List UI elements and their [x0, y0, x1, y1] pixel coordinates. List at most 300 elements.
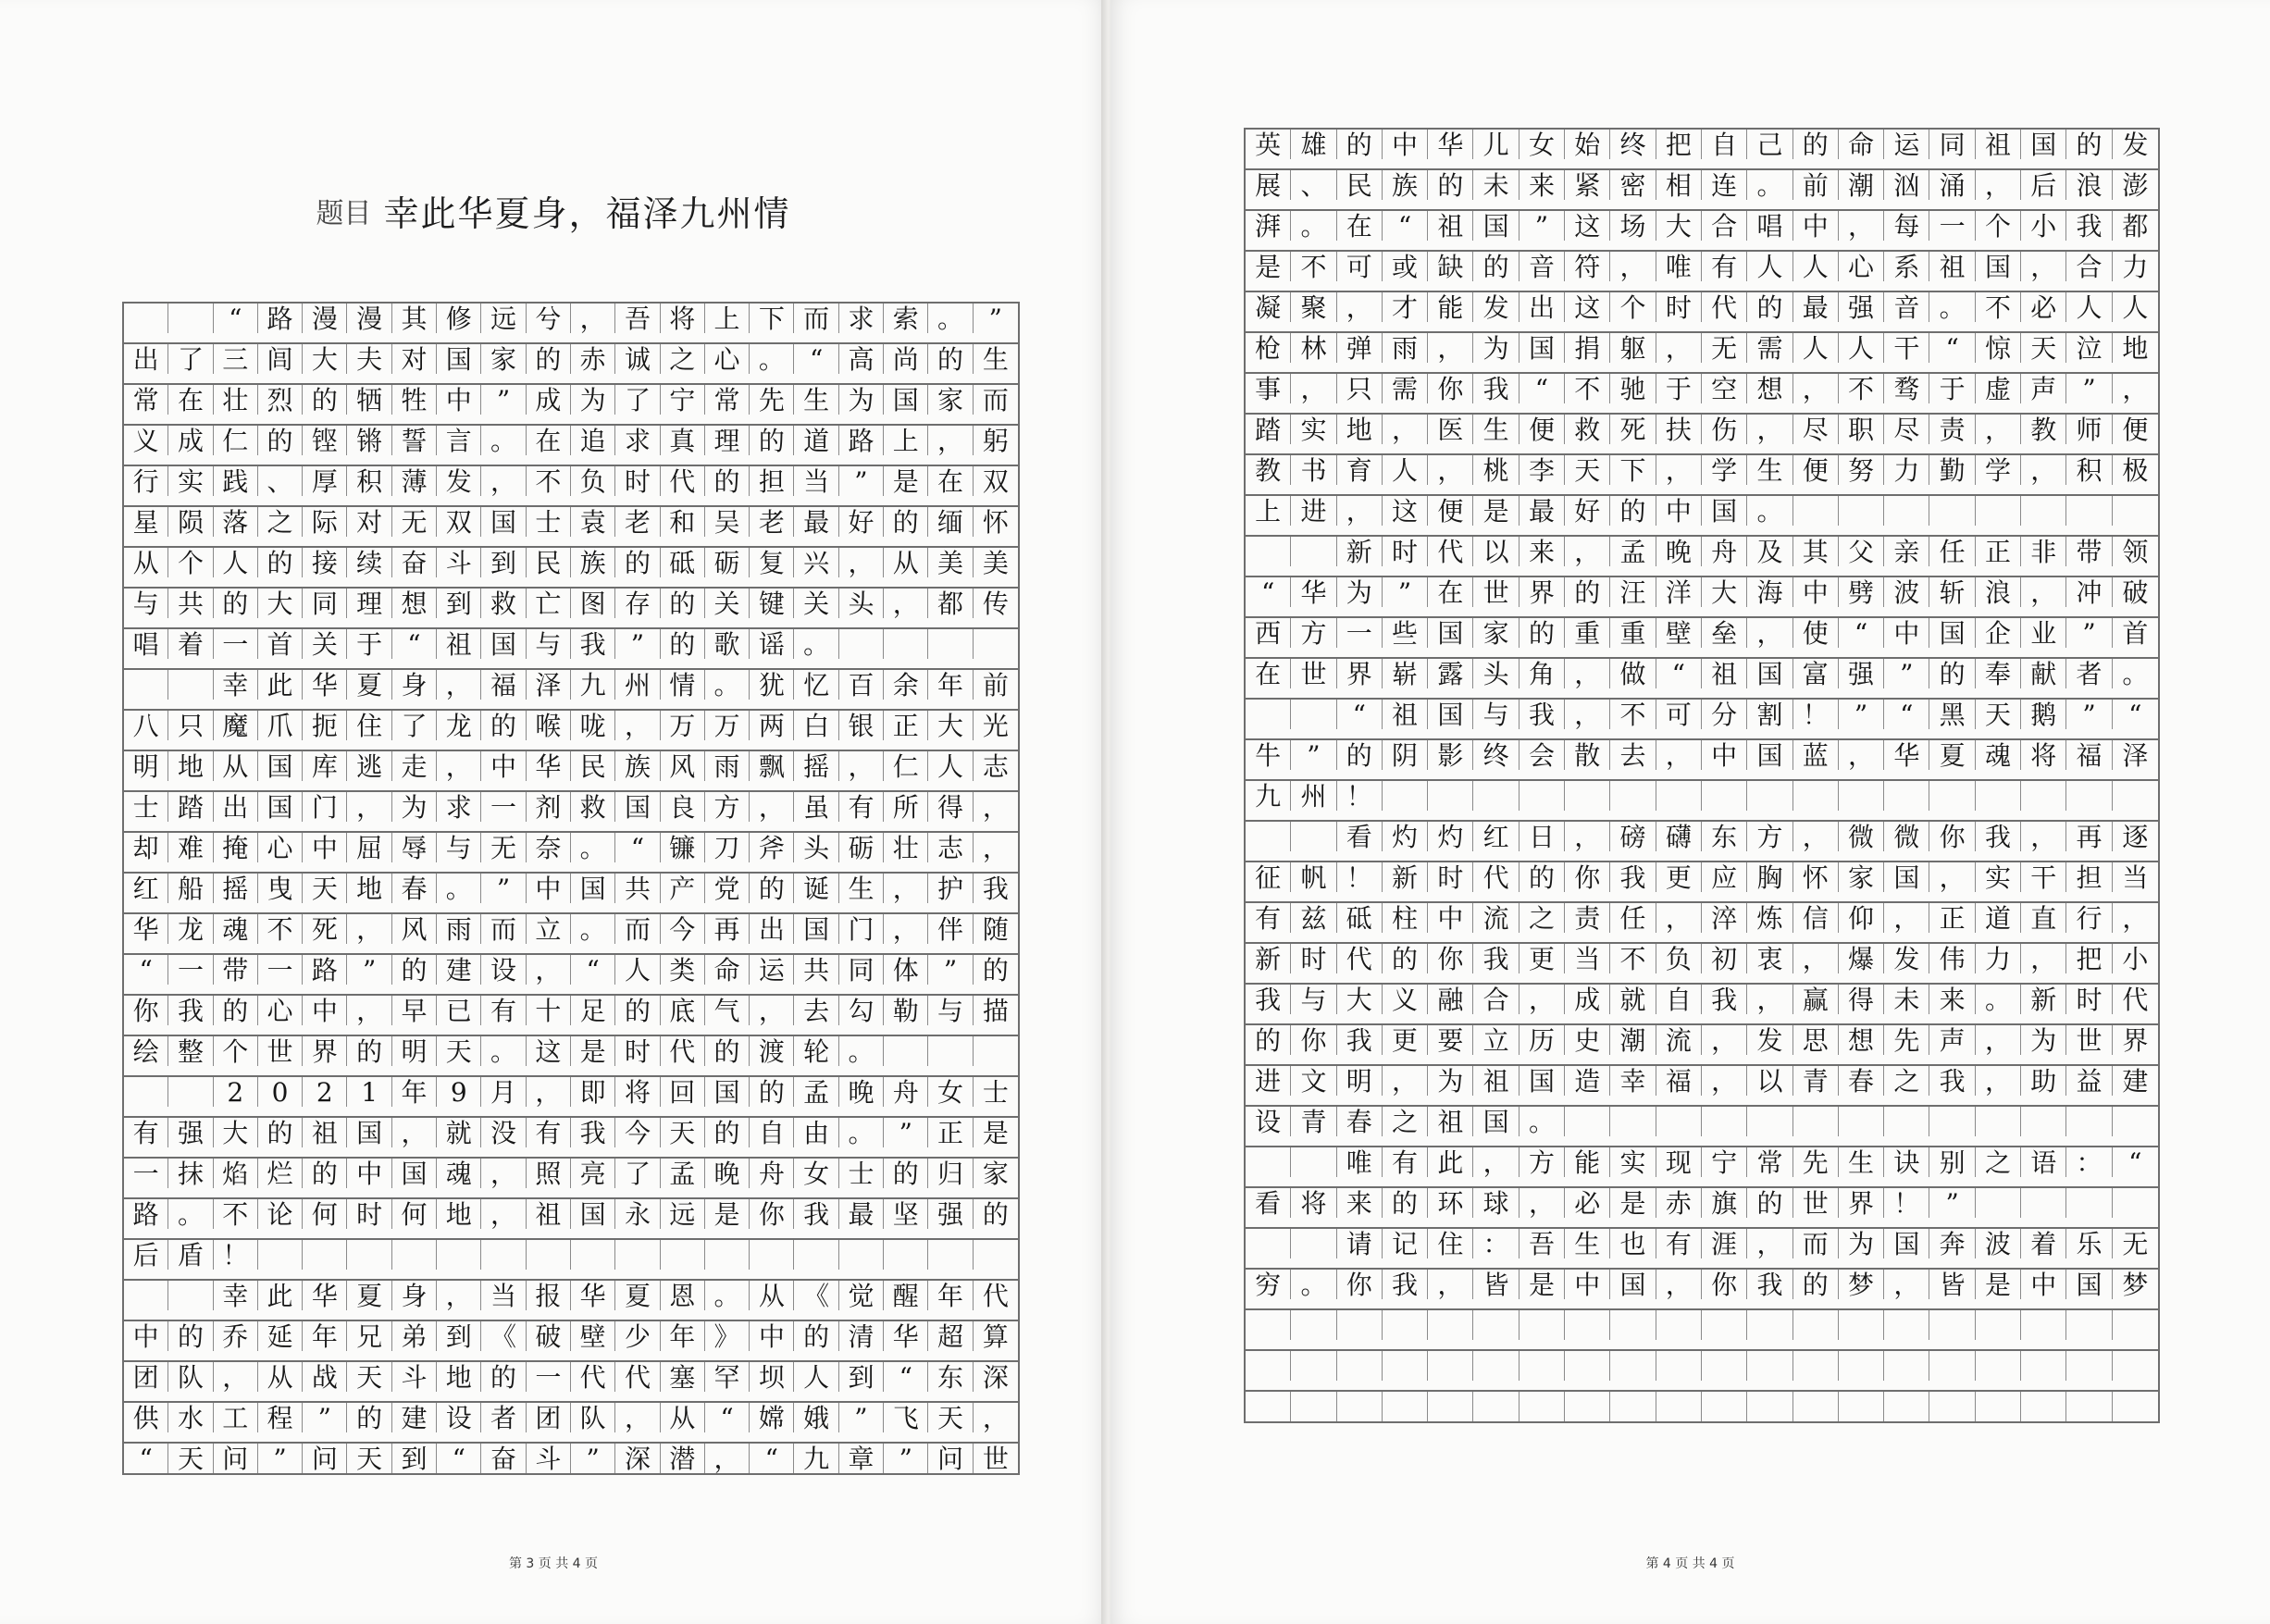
grid-cell: 孟	[794, 1077, 838, 1107]
grid-cell: 的	[481, 1362, 526, 1392]
grid-cell: 乐	[2066, 1229, 2112, 1258]
grid-cell: ，	[1520, 985, 1565, 1014]
grid-cell	[1246, 1310, 1291, 1340]
grid-cell: 同	[839, 955, 884, 985]
grid-cell: 赤	[571, 344, 615, 374]
grid-cell: 十	[527, 996, 571, 1025]
grid-cell: ，	[347, 914, 391, 944]
grid-cell: 女	[794, 1159, 838, 1188]
grid-cell	[884, 629, 928, 659]
grid-cell: 漫	[303, 304, 347, 333]
sheet-bottom-border	[1244, 1421, 2160, 1423]
grid-cell: 不	[1291, 252, 1336, 281]
grid-cell: 何	[392, 1199, 437, 1229]
grid-cell: 再	[2066, 822, 2112, 851]
grid-cell: 立	[1473, 1025, 1519, 1055]
grid-cell: 吴	[705, 507, 750, 537]
grid-cell: 干	[1884, 333, 1929, 363]
grid-cell: 的	[392, 955, 437, 985]
grid-cell: 垒	[1702, 618, 1747, 648]
line-gap	[122, 1025, 1020, 1035]
grid-cell	[1793, 496, 1839, 526]
grid-cell: ”	[1383, 577, 1428, 607]
grid-cell: 白	[794, 711, 838, 740]
grid-cell: 的	[1383, 1188, 1428, 1218]
grid-cell: 砺	[705, 548, 750, 577]
grid-cell: 未	[1473, 170, 1519, 200]
grid-cell: 夏	[1929, 740, 1975, 770]
grid-cell: 天	[303, 874, 347, 903]
grid-cell: 9	[437, 1077, 481, 1107]
grid-cell: 我	[794, 1199, 838, 1229]
grid-cell: 随	[982, 914, 1009, 944]
grid-cell: 湃	[1246, 211, 1291, 241]
grid-cell: ”	[2066, 374, 2112, 403]
grid-cell: ，	[1976, 415, 2021, 444]
grid-cell: 虽	[794, 792, 838, 822]
grid-line	[1244, 128, 2160, 159]
grid-cell: 生	[839, 874, 884, 903]
grid-cell: 上	[1246, 496, 1291, 526]
grid-cell: 命	[705, 955, 750, 985]
grid-cell	[1929, 496, 1975, 526]
grid-cell: 之	[1884, 1066, 1929, 1096]
line-gap	[122, 537, 1020, 546]
grid-cell: 你	[750, 1199, 794, 1229]
grid-cell: 夫	[347, 344, 391, 374]
grid-cell: 砺	[839, 833, 884, 862]
grid-cell: 后	[124, 1240, 168, 1270]
grid-cell: ！	[1884, 1188, 1929, 1218]
grid-cell: 个	[1976, 211, 2021, 241]
grid-cell: 塞	[661, 1362, 705, 1392]
grid-cell: 袁	[571, 507, 615, 537]
grid-cell: 我	[571, 1118, 615, 1147]
grid-cell: 直	[2021, 903, 2066, 933]
grid-cell: 尚	[884, 344, 928, 374]
grid-cell: 积	[347, 466, 391, 496]
grid-cell: 是	[982, 1118, 1009, 1147]
grid-cell: 好	[1565, 496, 1610, 526]
grid-cell: 。	[1520, 1107, 1565, 1136]
grid-cell	[1291, 1351, 1336, 1381]
grid-cell: 人	[615, 955, 660, 985]
grid-cell: 其	[392, 304, 437, 333]
grid-cell: 路	[839, 426, 884, 455]
grid-cell: 团	[527, 1403, 571, 1432]
grid-cell: 成	[168, 426, 213, 455]
grid-cell: 代	[615, 1362, 660, 1392]
grid-cell: 任	[1929, 537, 1975, 566]
grid-cell	[2113, 1351, 2158, 1381]
line-gap	[122, 1066, 1020, 1075]
grid-cell: 你	[1428, 944, 1473, 973]
grid-line	[122, 668, 1020, 700]
grid-cell: 生	[1565, 1229, 1610, 1258]
grid-cell: 的	[982, 1199, 1009, 1229]
grid-cell: 之	[1976, 1147, 2021, 1177]
grid-cell: 桃	[1473, 455, 1519, 485]
grid-cell: ，	[481, 1199, 526, 1229]
grid-cell: “	[750, 1444, 794, 1473]
grid-cell: 头	[839, 589, 884, 618]
grid-cell: 志	[928, 833, 973, 862]
grid-cell: 潮	[1610, 1025, 1656, 1055]
grid-cell: 祖	[303, 1118, 347, 1147]
grid-cell	[1839, 1107, 1884, 1136]
grid-cell: 的	[705, 466, 750, 496]
line-gap	[1244, 1340, 2160, 1349]
grid-cell: ”	[1884, 659, 1929, 688]
grid-cell: 2	[303, 1077, 347, 1107]
grid-cell: 小	[2122, 944, 2149, 973]
grid-cell: 者	[2066, 659, 2112, 688]
line-gap	[1244, 688, 2160, 698]
grid-cell: 照	[527, 1159, 571, 1188]
grid-cell	[1884, 1392, 1929, 1421]
grid-cell: 超	[928, 1321, 973, 1351]
grid-cell	[1428, 1310, 1473, 1340]
grid-cell: 大	[1702, 577, 1747, 607]
grid-cell: 斧	[750, 833, 794, 862]
grid-cell: 黑	[1929, 700, 1975, 729]
grid-cell: 大	[1656, 211, 1702, 241]
grid-cell: 于	[347, 629, 391, 659]
grid-cell: 淬	[1702, 903, 1747, 933]
grid-cell: 救	[571, 792, 615, 822]
grid-cell: 惊	[1976, 333, 2021, 363]
grid-cell: 蓝	[1793, 740, 1839, 770]
grid-cell: 类	[661, 955, 705, 985]
grid-cell: 年	[661, 1321, 705, 1351]
grid-cell: 乔	[214, 1321, 258, 1351]
grid-cell: ，	[1337, 292, 1383, 322]
grid-cell: 。	[1291, 211, 1336, 241]
grid-cell: 中	[437, 385, 481, 415]
grid-cell	[2066, 1188, 2112, 1218]
grid-cell: 。	[839, 1036, 884, 1066]
grid-cell: 头	[1473, 659, 1519, 688]
grid-cell: 早	[392, 996, 437, 1025]
grid-cell: 当	[794, 466, 838, 496]
grid-cell: 大	[1337, 985, 1383, 1014]
grid-cell: 的	[1565, 577, 1610, 607]
grid-cell: 晚	[1656, 537, 1702, 566]
grid-cell: 微	[1839, 822, 1884, 851]
grid-cell: 的	[750, 1077, 794, 1107]
grid-cell	[1976, 781, 2021, 811]
grid-cell: 重	[1565, 618, 1610, 648]
grid-cell: 奉	[1976, 659, 2021, 688]
grid-cell: 是	[705, 1199, 750, 1229]
grid-cell: 国	[437, 344, 481, 374]
grid-cell	[1610, 781, 1656, 811]
grid-cell: 声	[1929, 1025, 1975, 1055]
grid-cell: ，	[839, 751, 884, 781]
grid-cell	[2113, 1392, 2158, 1421]
grid-cell: 共	[615, 874, 660, 903]
grid-cell: 好	[839, 507, 884, 537]
grid-line	[1244, 983, 2160, 1014]
grid-cell: 天	[661, 1118, 705, 1147]
grid-cell: 的	[884, 507, 928, 537]
grid-cell: 就	[1610, 985, 1656, 1014]
grid-cell: 共	[168, 589, 213, 618]
grid-cell	[1747, 781, 1792, 811]
grid-cell: 带	[214, 955, 258, 985]
grid-cell: 个	[214, 1036, 258, 1066]
grid-cell	[1976, 1392, 2021, 1421]
grid-cell	[1428, 1351, 1473, 1381]
grid-cell: 心	[258, 996, 303, 1025]
grid-cell: 发	[1473, 292, 1519, 322]
grid-cell: 其	[1793, 537, 1839, 566]
grid-cell: 行	[2066, 903, 2112, 933]
grid-cell: 是	[571, 1036, 615, 1066]
grid-cell: 出	[124, 344, 168, 374]
grid-cell: 了	[392, 711, 437, 740]
grid-cell: ”	[1291, 740, 1336, 770]
grid-cell: 国	[1747, 740, 1792, 770]
grid-cell: 整	[168, 1036, 213, 1066]
grid-cell: 。	[705, 1281, 750, 1310]
grid-cell: 怀	[1793, 862, 1839, 892]
grid-cell: 路	[258, 304, 303, 333]
grid-cell: 气	[705, 996, 750, 1025]
grid-cell: 中	[481, 751, 526, 781]
grid-cell: 我	[2066, 211, 2112, 241]
grid-cell	[1383, 1310, 1428, 1340]
grid-cell: 华	[303, 670, 347, 700]
grid-cell: 何	[303, 1199, 347, 1229]
grid-cell: ，	[1656, 455, 1702, 485]
grid-cell: ，	[750, 792, 794, 822]
grid-cell	[1246, 1147, 1291, 1177]
grid-cell: 把	[2066, 944, 2112, 973]
grid-cell: ，	[1565, 822, 1610, 851]
grid-cell: 征	[1246, 862, 1291, 892]
grid-cell	[1702, 1351, 1747, 1381]
grid-cell: 。	[705, 670, 750, 700]
grid-cell: 我	[571, 629, 615, 659]
grid-cell: 得	[928, 792, 973, 822]
grid-cell: 的	[258, 426, 303, 455]
grid-cell	[839, 629, 884, 659]
grid-cell: ，	[1793, 374, 1839, 403]
grid-cell: 阴	[1383, 740, 1428, 770]
grid-line	[122, 1197, 1020, 1229]
grid-cell: 来	[1337, 1188, 1383, 1218]
grid-line	[122, 953, 1020, 985]
grid-line	[122, 1157, 1020, 1188]
grid-cell: 别	[1929, 1147, 1975, 1177]
grid-cell	[1747, 1310, 1792, 1340]
grid-cell	[1520, 1392, 1565, 1421]
grid-cell: 这	[527, 1036, 571, 1066]
line-gap	[122, 1310, 1020, 1320]
grid-cell: 民	[1337, 170, 1383, 200]
grid-cell: 崭	[1383, 659, 1428, 688]
grid-cell: 上	[705, 304, 750, 333]
grid-cell: 门	[303, 792, 347, 822]
grid-cell: 兄	[347, 1321, 391, 1351]
grid-cell: 。	[437, 874, 481, 903]
grid-cell: 地	[1337, 415, 1383, 444]
grid-cell: 我	[1473, 944, 1519, 973]
grid-cell: 国	[705, 1077, 750, 1107]
grid-cell: 复	[750, 548, 794, 577]
grid-cell: 便	[1793, 455, 1839, 485]
grid-cell: 美	[982, 548, 1009, 577]
grid-cell: 坚	[884, 1199, 928, 1229]
grid-cell: 唱	[124, 629, 168, 659]
grid-cell: ，	[750, 996, 794, 1025]
grid-cell: 修	[437, 304, 481, 333]
grid-cell: 林	[1291, 333, 1336, 363]
grid-cell: 你	[1428, 374, 1473, 403]
grid-cell	[1246, 700, 1291, 729]
grid-cell: 明	[1337, 1066, 1383, 1096]
grid-cell	[1428, 781, 1473, 811]
grid-cell: ”	[884, 1444, 928, 1473]
grid-cell: ，	[347, 792, 391, 822]
grid-cell: 聚	[1291, 292, 1336, 322]
grid-cell: 为	[571, 385, 615, 415]
grid-cell: 是	[1246, 252, 1291, 281]
grid-cell: 我	[1929, 1066, 1975, 1096]
grid-cell	[1839, 1351, 1884, 1381]
grid-cell: 。	[481, 426, 526, 455]
grid-cell: 要	[1428, 1025, 1473, 1055]
grid-cell: 国	[571, 1199, 615, 1229]
grid-cell: 壁	[1656, 618, 1702, 648]
grid-cell: 始	[1565, 130, 1610, 159]
grid-cell	[661, 1240, 705, 1270]
grid-cell: 涌	[1929, 170, 1975, 200]
grid-cell: 难	[168, 833, 213, 862]
grid-cell	[1839, 1392, 1884, 1421]
grid-cell: 报	[527, 1281, 571, 1310]
grid-cell: 与	[527, 629, 571, 659]
grid-cell: 国	[2021, 130, 2066, 159]
grid-cell: 中	[1656, 496, 1702, 526]
grid-cell: 可	[1656, 700, 1702, 729]
grid-cell: 道	[1976, 903, 2021, 933]
grid-cell: 和	[661, 507, 705, 537]
grid-cell: 与	[124, 589, 168, 618]
grid-cell	[1976, 1351, 2021, 1381]
line-gap	[122, 415, 1020, 424]
grid-cell: 灼	[1428, 822, 1473, 851]
grid-cell: 诀	[1884, 1147, 1929, 1177]
grid-cell: 良	[661, 792, 705, 822]
grid-cell: 展	[1246, 170, 1291, 200]
grid-cell: 建	[437, 955, 481, 985]
grid-cell: 潜	[661, 1444, 705, 1473]
grid-cell: 飞	[884, 1403, 928, 1432]
grid-cell: 代	[571, 1362, 615, 1392]
grid-cell: 信	[1793, 903, 1839, 933]
grid-cell: 就	[437, 1118, 481, 1147]
grid-cell: 键	[750, 589, 794, 618]
grid-cell: 最	[1520, 496, 1565, 526]
grid-cell: 常	[124, 385, 168, 415]
grid-cell: 地	[168, 751, 213, 781]
grid-cell: ”	[988, 304, 1002, 333]
grid-cell: ，	[884, 874, 928, 903]
grid-cell: 牺	[347, 385, 391, 415]
grid-cell: 你	[1337, 1270, 1383, 1299]
grid-cell: 人	[1839, 333, 1884, 363]
grid-cell	[2066, 1351, 2112, 1381]
grid-cell: 进	[1246, 1066, 1291, 1096]
grid-cell	[2113, 496, 2158, 526]
grid-cell: 责	[1929, 415, 1975, 444]
grid-cell: 幸	[1610, 1066, 1656, 1096]
grid-cell: 幸	[214, 670, 258, 700]
grid-cell	[974, 1240, 1018, 1270]
grid-cell: 魂	[437, 1159, 481, 1188]
grid-cell: 福	[481, 670, 526, 700]
grid-cell: 美	[928, 548, 973, 577]
grid-cell: 中	[1565, 1270, 1610, 1299]
grid-cell: 可	[1337, 252, 1383, 281]
grid-cell: 人	[928, 751, 973, 781]
grid-cell: 舟	[750, 1159, 794, 1188]
line-gap	[122, 1351, 1020, 1360]
grid-cell: 常	[1747, 1147, 1792, 1177]
grid-cell: 散	[1565, 740, 1610, 770]
grid-cell: 祖	[1383, 700, 1428, 729]
grid-cell: 着	[168, 629, 213, 659]
grid-cell: 有	[481, 996, 526, 1025]
grid-cell: 喉	[527, 711, 571, 740]
grid-cell: 月	[481, 1077, 526, 1107]
grid-cell: 正	[928, 1118, 973, 1147]
grid-cell: ！	[1793, 700, 1839, 729]
grid-cell	[1565, 1351, 1610, 1381]
grid-cell: 华	[884, 1321, 928, 1351]
grid-cell: 由	[794, 1118, 838, 1147]
grid-cell: 每	[1884, 211, 1929, 241]
line-gap	[122, 618, 1020, 627]
grid-cell: 强	[928, 1199, 973, 1229]
grid-cell: ，	[1291, 374, 1336, 403]
grid-cell: ，	[982, 792, 1009, 822]
grid-cell	[1291, 1147, 1336, 1177]
grid-cell: 与	[1291, 985, 1336, 1014]
grid-cell: 中	[1793, 211, 1839, 241]
grid-cell: 力	[1976, 944, 2021, 973]
grid-cell: 了	[168, 344, 213, 374]
grid-cell	[124, 670, 168, 700]
grid-cell: 下	[750, 304, 794, 333]
grid-cell: 国	[1520, 1066, 1565, 1096]
grid-cell: 系	[1884, 252, 1929, 281]
grid-cell: 破	[527, 1321, 571, 1351]
grid-line	[1244, 1064, 2160, 1096]
grid-cell: 历	[1520, 1025, 1565, 1055]
grid-cell: 时	[615, 1036, 660, 1066]
grid-cell: 伴	[928, 914, 973, 944]
grid-cell: 九	[1246, 781, 1291, 811]
grid-cell: 必	[1565, 1188, 1610, 1218]
grid-cell: 的	[1473, 252, 1519, 281]
grid-cell: 。	[1929, 292, 1975, 322]
grid-cell: 泣	[2066, 333, 2112, 363]
grid-cell: 国	[1929, 618, 1975, 648]
grid-cell: 团	[124, 1362, 168, 1392]
